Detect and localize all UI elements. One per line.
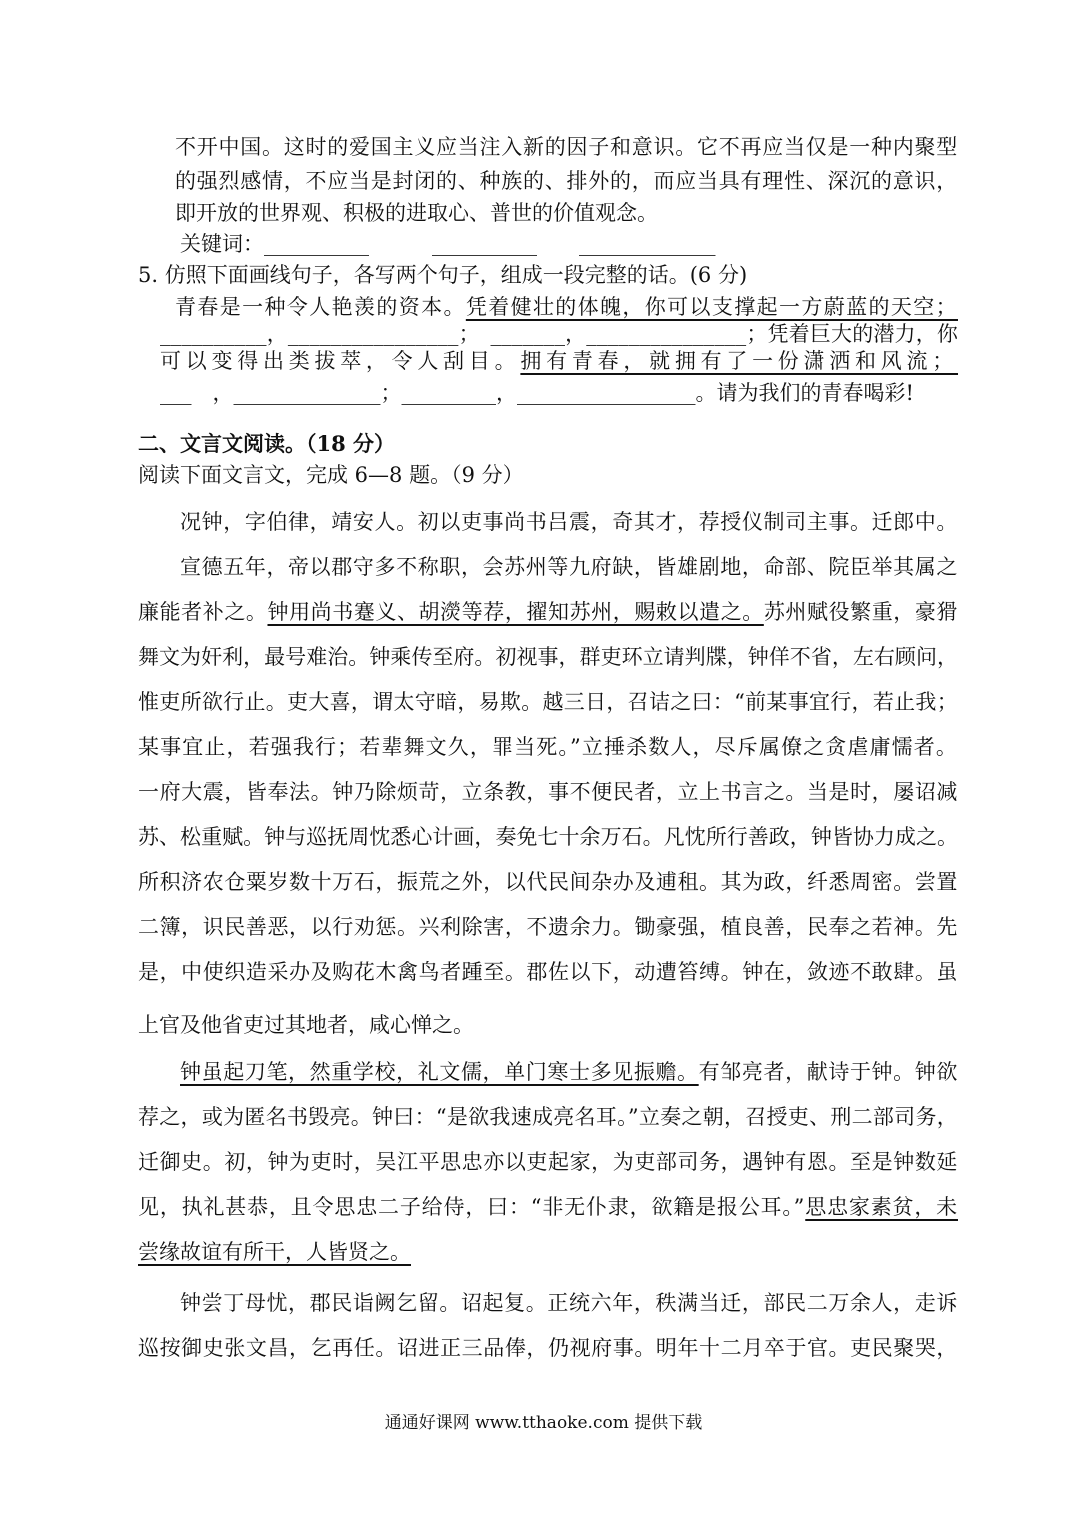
question5-line — [160, 379, 914, 407]
answer-blank[interactable]: __________ — [432, 232, 537, 256]
section-instruction: 阅读下面文言文，完成 6—8 题。（9 分） — [138, 463, 524, 487]
classical-text-line — [138, 598, 958, 626]
underlined-sentence: 尝缘故谊有所干，人皆贤之。 — [138, 1240, 411, 1264]
text-segment: 惟吏所欲行止。吏大喜，谓太守暗，易欺。越三日，召诘之曰：“前某事宜行，若止我； — [138, 690, 959, 714]
text-segment: 宣德五年，帝以郡守多不称职，会苏州等九府缺，皆雄剧地，命部、院臣举其属之 — [180, 555, 958, 579]
answer-blank[interactable]: __________ — [264, 232, 369, 256]
underlined-sentence: 拥有青春，就拥有了一份潇洒和风流； — [520, 349, 959, 373]
passage-end-line — [180, 230, 716, 258]
text-segment: 二簿，识民善恶，以行劝惩。兴利除害，不遗余力。锄豪强，植良善，民奉之若神。先 — [138, 915, 958, 939]
answer-blank[interactable]: _________ — [401, 381, 496, 405]
classical-text-line — [138, 823, 958, 851]
section-heading: 二、文言文阅读。（18 分） — [138, 431, 396, 456]
answer-blank[interactable]: _________________ — [517, 381, 696, 405]
classical-text-line — [138, 733, 958, 761]
text-segment: 舞文为奸利，最号难治。钟乘传至府。初视事，群吏环立请判牒，钟佯不省，左右顾问， — [138, 645, 959, 669]
question5-line — [138, 261, 747, 289]
classical-text-line — [138, 1238, 411, 1266]
classical-text-line — [138, 1148, 958, 1176]
text-segment: 有邹亮者，献诗于钟。钟欲 — [698, 1060, 959, 1084]
underlined-sentence: 思忠家素贫，未 — [805, 1195, 958, 1219]
answer-blank[interactable]: __________ — [160, 322, 267, 346]
text-segment: ， — [496, 381, 517, 405]
classical-text-line — [180, 553, 958, 581]
answer-blank[interactable]: _______________ — [586, 322, 747, 346]
text-segment: 钟尝丁母忧，郡民诣阙乞留。诏起复。正统六年，秩满当迁，部民二万余人，走诉 — [180, 1291, 958, 1315]
text-segment: 况钟，字伯律，靖安人。初以吏事尚书吕震，奇其才，荐授仪制司主事。迁郎中。 — [180, 510, 958, 534]
answer-blank[interactable]: ___ — [160, 381, 192, 405]
question5-line — [160, 320, 958, 348]
passage-end-line — [175, 167, 958, 195]
answer-blank[interactable]: _______ — [490, 322, 566, 346]
answer-blank[interactable]: ________________ — [287, 322, 459, 346]
classical-text-line — [138, 643, 958, 671]
underlined-sentence: 钟虽起刀笔，然重学校，礼文儒，单门寒士多见振赡。 — [180, 1060, 699, 1084]
text-segment: ， — [565, 322, 587, 346]
classical-text-line — [138, 1103, 958, 1131]
text-segment: 5. 仿照下面画线句子，各写两个句子，组成一段完整的话。(6 分) — [138, 263, 748, 287]
classical-text-line — [180, 1289, 958, 1317]
text-segment: 巡按御史张文昌，乞再任。诏进正三品俸，仍视府事。明年十二月卒于官。吏民聚哭， — [138, 1336, 958, 1360]
text-segment: 一府大震，皆奉法。钟乃除烦苛，立条教，事不便民者，立上书言之。当是时，屡诏减 — [138, 780, 958, 804]
text-segment: 苏、松重赋。钟与巡抚周忱悉心计画，奏免七十余万石。凡忱所行善政，钟皆协力成之。 — [138, 825, 959, 849]
text-segment: 迁御史。初，钟为吏时，吴江平思忠亦以吏起家，为吏部司务，遇钟有恩。至是钟数延 — [138, 1150, 958, 1174]
text-segment: ； — [380, 381, 402, 405]
text-segment: ；凭着巨大的潜力，你 — [746, 322, 959, 346]
classical-text-line — [138, 958, 958, 986]
text-segment: 见，执礼甚恭，且令思忠二子给侍，曰：“非无仆隶，欲籍是报公耳。” — [138, 1195, 806, 1219]
text-segment: 的强烈感情，不应当是封闭的、种族的、排外的，而应当具有理性、深沉的意识， — [175, 169, 958, 193]
text-segment: 所积济农仓粟岁数十万石，振荒之外，以代民间杂办及逋租。其为政，纤悉周密。尝置 — [138, 870, 958, 894]
text-segment: 。请为我们的青春喝彩! — [695, 381, 914, 405]
text-segment: ， — [266, 322, 288, 346]
classical-text-line — [138, 913, 958, 941]
text-segment: 上官及他省吏过其地者，咸心惮之。 — [138, 1013, 474, 1037]
text-segment — [537, 232, 579, 256]
text-segment: 苏州赋役繁重，豪猾 — [763, 600, 959, 624]
question5-line — [175, 293, 958, 321]
answer-blank[interactable]: ______________ — [233, 381, 381, 405]
underlined-sentence: 钟用尚书蹇义、胡濙等荐，擢知苏州，赐敕以遣之。 — [267, 600, 764, 624]
text-segment: ； — [458, 322, 491, 346]
underlined-sentence: 凭着健壮的体魄，你可以支撑起一方蔚蓝的天空； — [465, 295, 958, 319]
classical-text-line — [180, 1058, 958, 1086]
classical-text-line — [180, 508, 958, 536]
text-segment: 荐之，或为匿名书毁亮。钟曰：“是欲我速成亮名耳。”立奏之朝，召授吏、刑二部司务， — [138, 1105, 959, 1129]
classical-text-line — [138, 688, 958, 716]
text-segment: 是，中使织造采办及购花木禽鸟者踵至。郡佐以下，动遭笞缚。钟在，敛迹不敢肆。虽 — [138, 960, 958, 984]
text-segment: 青春是一种令人艳羡的资本。 — [175, 295, 466, 319]
text-segment — [369, 232, 432, 256]
passage-end-line — [175, 199, 658, 227]
text-segment: 某事宜止，若强我行；若辈舞文久，罪当死。”立捶杀数人，尽斥属僚之贪虐庸懦者。 — [138, 735, 958, 759]
classical-text-line — [138, 1193, 958, 1221]
text-segment: 廉能者补之。 — [138, 600, 268, 624]
question5-line — [160, 347, 958, 375]
text-segment: 不开中国。这时的爱国主义应当注入新的因子和意识。它不再应当仅是一种内聚型 — [175, 135, 958, 159]
classical-text-line — [138, 778, 958, 806]
text-segment: 即开放的世界观、积极的进取心、普世的价值观念。 — [175, 201, 658, 225]
passage-end-line — [175, 133, 958, 161]
page-footer: 通通好课网 www.tthaoke.com 提供下载 — [384, 1413, 703, 1433]
answer-blank[interactable]: _____________ — [579, 232, 716, 256]
classical-text-line — [138, 868, 958, 896]
text-segment: 关键词： — [180, 232, 264, 256]
classical-text-line — [138, 1334, 958, 1362]
text-segment: 可以变得出类拔萃，令人刮目。 — [160, 349, 521, 373]
classical-text-line — [138, 1011, 474, 1039]
text-segment: ， — [191, 381, 234, 405]
